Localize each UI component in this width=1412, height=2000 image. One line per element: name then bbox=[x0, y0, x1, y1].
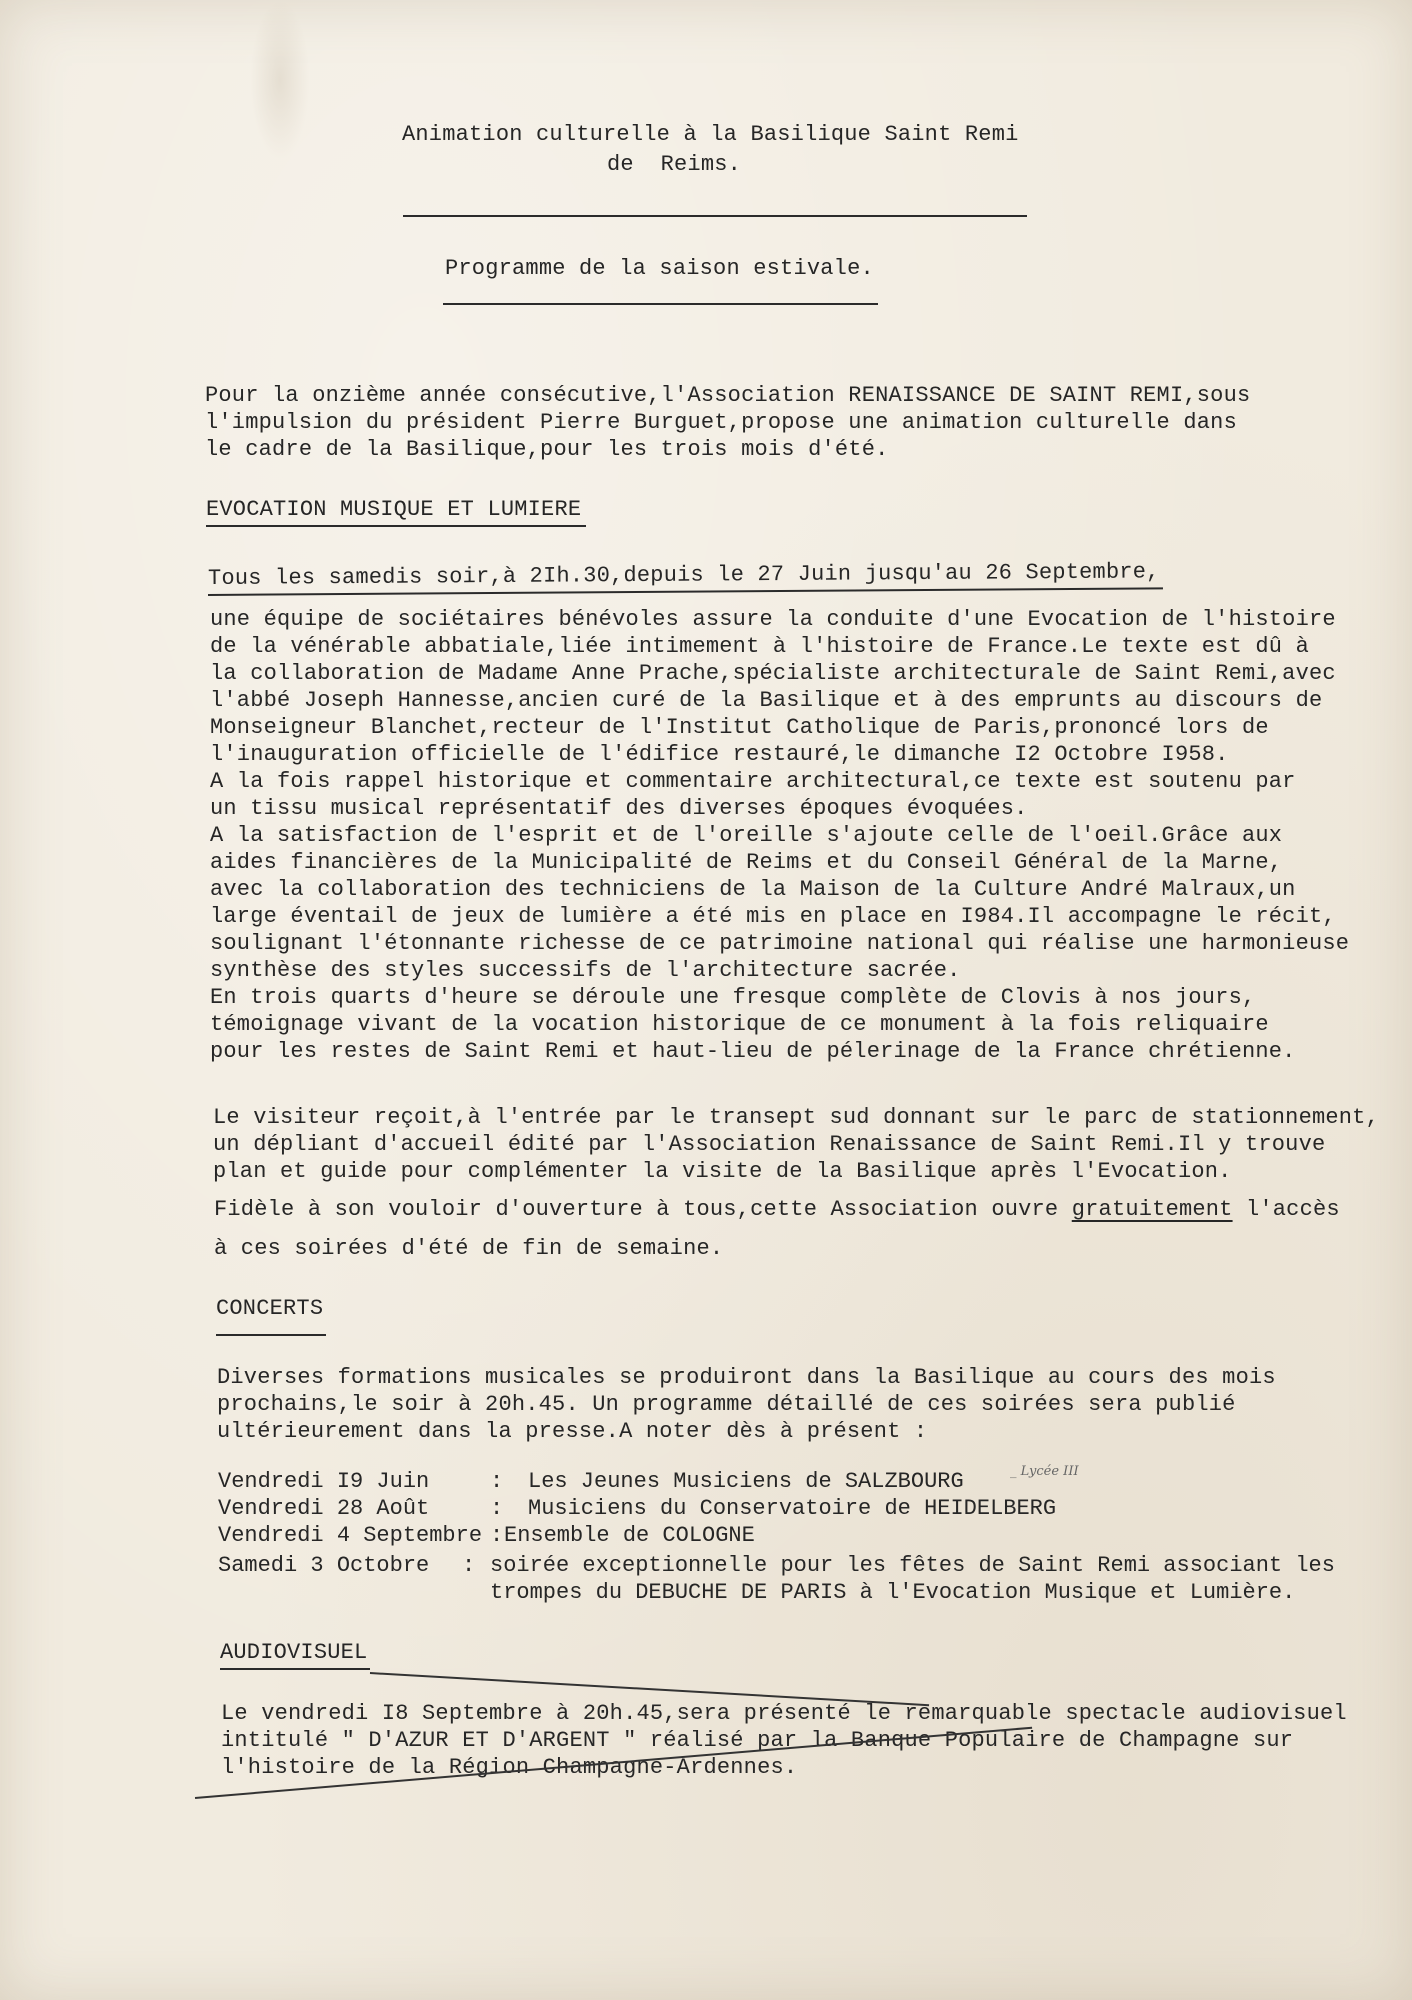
evocation-p1-line-1: une équipe de sociétaires bénévoles assure la conduite d'une Evocation de l'histoire bbox=[210, 607, 1336, 632]
evocation-p1-line-13: soulignant l'étonnante richesse de ce patrimoine national qui réalise une harmonieuse bbox=[210, 931, 1350, 956]
evocation-p1-line-11: avec la collaboration des techniciens de la Maison de la Culture André Malraux,un bbox=[210, 877, 1296, 902]
audiovisuel-line-2: intitulé " D'AZUR ET D'ARGENT " réalisé par la Banque Populaire de Champagne sur bbox=[221, 1728, 1294, 1753]
title-divider bbox=[403, 215, 1027, 217]
audiovisuel-line-1: Le vendredi I8 Septembre à 20h.45,sera présenté le remarquable spectacle audiovisuel bbox=[221, 1701, 1347, 1726]
p3-after: l'accès bbox=[1232, 1197, 1340, 1222]
doc-title-line1: Animation culturelle à la Basilique Saint Remi bbox=[402, 122, 1019, 147]
evocation-p1-line-14: synthèse des styles successifs de l'architecture sacrée. bbox=[210, 958, 961, 983]
audiovisuel-heading-underline bbox=[220, 1668, 370, 1670]
evocation-p1-line-5: Monseigneur Blanchet,recteur de l'Institut Catholique de Paris,prononcé lors de bbox=[210, 715, 1269, 740]
p3-before: Fidèle à son vouloir d'ouverture à tous,cette Association ouvre bbox=[214, 1197, 1072, 1222]
evocation-p3-line-1 bbox=[214, 1197, 1340, 1222]
subtitle-divider bbox=[443, 303, 878, 305]
evocation-schedule: Tous les samedis soir,à 2Ih.30,depuis le 27 Juin jusqu'au 26 Septembre, bbox=[207, 559, 1160, 591]
intro-line-1: Pour la onzième année consécutive,l'Association RENAISSANCE DE SAINT REMI,sous bbox=[205, 383, 1251, 408]
concert-3-desc: Ensemble de COLOGNE bbox=[504, 1523, 755, 1548]
evocation-p1-line-17: pour les restes de Saint Remi et haut-lieu de pélerinage de la France chrétienne. bbox=[210, 1039, 1296, 1064]
evocation-p1-line-8: un tissu musical représentatif des diverses époques évoquées. bbox=[210, 796, 1028, 821]
evocation-p2-line-3: plan et guide pour complémenter la visite de la Basilique après l'Evocation. bbox=[213, 1159, 1232, 1184]
evocation-p1-line-10: aides financières de la Municipalité de Reims et du Conseil Général de la Marne, bbox=[210, 850, 1283, 875]
concert-4-desc-line2: trompes du DEBUCHE DE PARIS à l'Evocation Musique et Lumière. bbox=[490, 1580, 1296, 1605]
concert-1-handwritten-note: _ Lycée III bbox=[1010, 1464, 1079, 1479]
concert-3-sep: : bbox=[490, 1523, 504, 1548]
concerts-intro-line-2: prochains,le soir à 20h.45. Un programme détaillé de ces soirées sera publié bbox=[217, 1392, 1236, 1417]
intro-line-3: le cadre de la Basilique,pour les trois mois d'été. bbox=[205, 437, 889, 462]
evocation-p2-line-2: un dépliant d'accueil édité par l'Association Renaissance de Saint Remi.Il y trouve bbox=[213, 1132, 1326, 1157]
evocation-p1-line-6: l'inauguration officielle de l'édifice restauré,le dimanche I2 Octobre I958. bbox=[210, 742, 1229, 767]
evocation-p1-line-3: la collaboration de Madame Anne Prache,spécialiste architecturale de Saint Remi,avec bbox=[210, 661, 1336, 686]
concert-2-sep: : bbox=[490, 1496, 504, 1521]
concert-1-desc: Les Jeunes Musiciens de SALZBOURG bbox=[528, 1469, 964, 1494]
paper-crease bbox=[250, 0, 310, 160]
concert-4-desc: soirée exceptionnelle pour les fêtes de Saint Remi associant les bbox=[490, 1553, 1335, 1578]
evocation-p1-line-9: A la satisfaction de l'esprit et de l'oreille s'ajoute celle de l'oeil.Grâce aux bbox=[210, 823, 1283, 848]
concert-1-sep: : bbox=[490, 1469, 504, 1494]
concert-2-date: Vendredi 28 Août bbox=[218, 1496, 430, 1521]
evocation-heading: EVOCATION MUSIQUE ET LUMIERE bbox=[206, 497, 582, 522]
intro-line-2: l'impulsion du président Pierre Burguet,propose une animation culturelle dans bbox=[205, 410, 1237, 435]
evocation-p1-line-12: large éventail de jeux de lumière a été mis en place en I984.Il accompagne le récit, bbox=[210, 904, 1336, 929]
concert-3-date: Vendredi 4 Septembre bbox=[218, 1523, 483, 1548]
evocation-p3-line-2: à ces soirées d'été de fin de semaine. bbox=[214, 1236, 724, 1261]
concerts-intro-line-3: ultérieurement dans la presse.A noter dès à présent : bbox=[217, 1419, 928, 1444]
audiovisuel-heading: AUDIOVISUEL bbox=[220, 1640, 368, 1665]
concert-1-date: Vendredi I9 Juin bbox=[218, 1469, 430, 1494]
concert-2-desc: Musiciens du Conservatoire de HEIDELBERG bbox=[528, 1496, 1057, 1521]
p3-emphasis-gratuitement: gratuitement bbox=[1071, 1197, 1233, 1222]
concerts-heading: CONCERTS bbox=[216, 1296, 324, 1321]
evocation-p1-line-4: l'abbé Joseph Hannesse,ancien curé de la Basilique et à des emprunts au discours de bbox=[210, 688, 1323, 713]
concert-4-sep: : bbox=[462, 1553, 476, 1578]
evocation-p2-line-1: Le visiteur reçoit,à l'entrée par le transept sud donnant sur le parc de stationnement, bbox=[213, 1105, 1379, 1130]
evocation-p1-line-15: En trois quarts d'heure se déroule une fresque complète de Clovis à nos jours, bbox=[210, 985, 1256, 1010]
audiovisuel-line-3: l'histoire de la Région Champagne-Ardennes. bbox=[221, 1755, 798, 1780]
concerts-heading-underline bbox=[216, 1334, 326, 1336]
concert-4-date: Samedi 3 Octobre bbox=[218, 1553, 430, 1578]
concerts-intro-line-1: Diverses formations musicales se produiront dans la Basilique au cours des mois bbox=[217, 1365, 1276, 1390]
evocation-heading-underline bbox=[206, 525, 586, 527]
doc-title-line2: de Reims. bbox=[607, 152, 742, 177]
evocation-p1-line-7: A la fois rappel historique et commentaire architectural,ce texte est soutenu par bbox=[210, 769, 1296, 794]
doc-subtitle: Programme de la saison estivale. bbox=[445, 256, 874, 281]
evocation-p1-line-16: témoignage vivant de la vocation historique de ce monument à la fois reliquaire bbox=[210, 1012, 1269, 1037]
evocation-p1-line-2: de la vénérable abbatiale,liée intimement à l'histoire de France.Le texte est dû à bbox=[210, 634, 1309, 659]
